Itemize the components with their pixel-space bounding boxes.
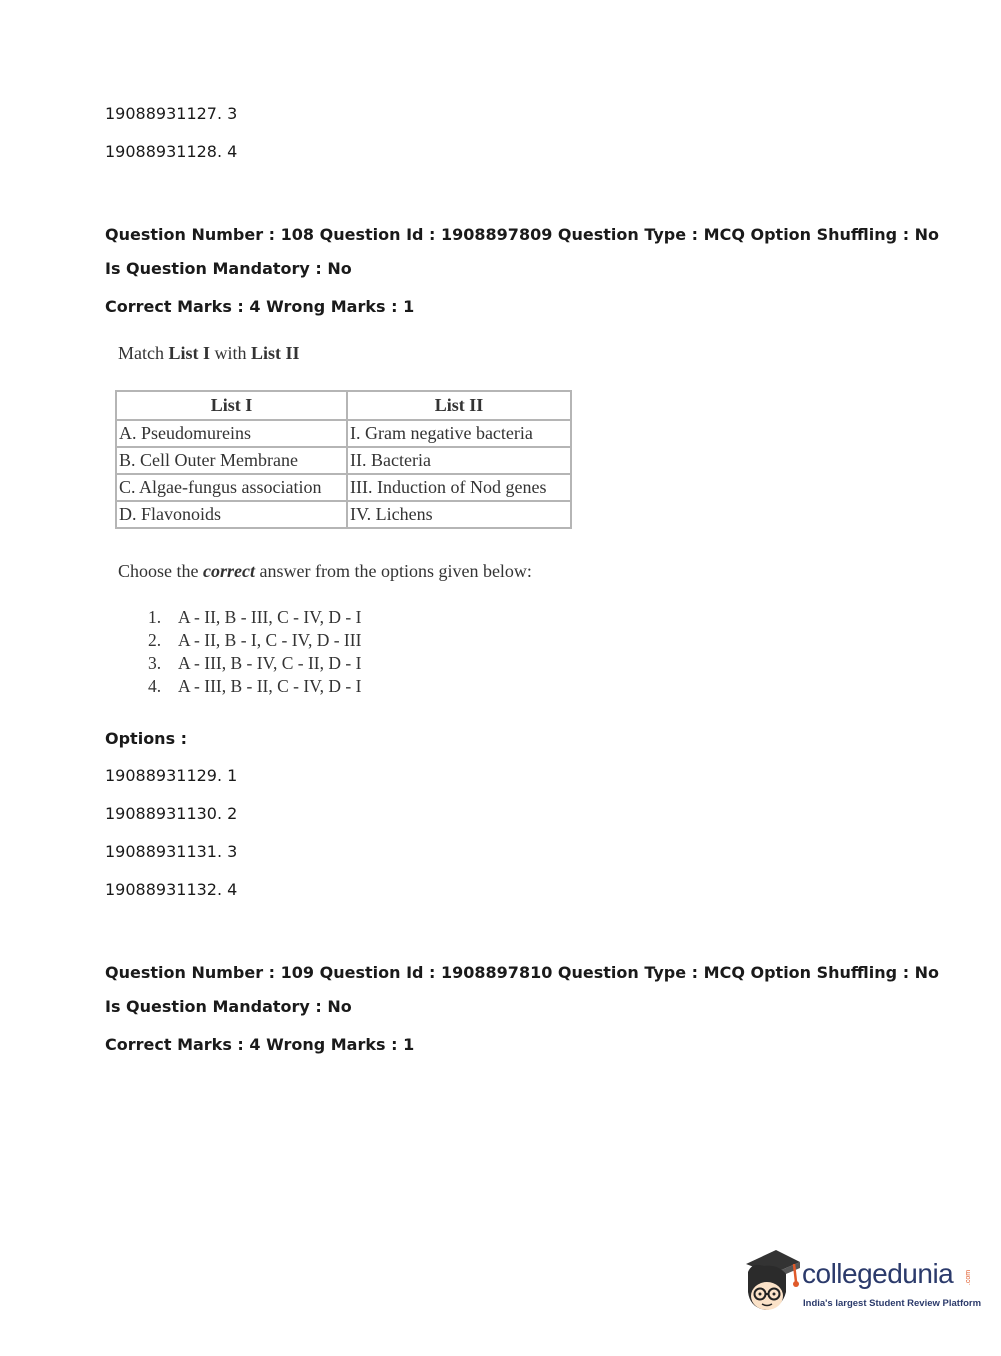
question-prompt: Match List I with List II bbox=[118, 343, 300, 363]
question-header: Question Number : 109 Question Id : 1908897810 Question Type : MCQ Option Shuffling : No bbox=[105, 963, 940, 982]
answer-choices bbox=[148, 606, 361, 698]
option-line: 19088931130. 2 bbox=[105, 804, 238, 823]
table-cell: A. Pseudomureins bbox=[116, 420, 347, 447]
table-cell: I. Gram negative bacteria bbox=[347, 420, 571, 447]
table-row bbox=[116, 474, 571, 501]
choose-instruction: Choose the correct answer from the options given below: bbox=[118, 561, 532, 581]
answer-choice: 4. A - III, B - II, C - IV, D - I bbox=[148, 676, 362, 696]
table-cell: III. Induction of Nod genes bbox=[347, 474, 571, 501]
option-line: 19088931127. 3 bbox=[105, 104, 238, 123]
table-header: List II bbox=[347, 391, 571, 420]
question-marks: Correct Marks : 4 Wrong Marks : 1 bbox=[105, 1035, 415, 1054]
table-cell: D. Flavonoids bbox=[116, 501, 347, 528]
question-marks: Correct Marks : 4 Wrong Marks : 1 bbox=[105, 297, 415, 316]
table-header: List I bbox=[116, 391, 347, 420]
question-header: Question Number : 108 Question Id : 1908897809 Question Type : MCQ Option Shuffling : No bbox=[105, 225, 940, 244]
question-mandatory: Is Question Mandatory : No bbox=[105, 997, 352, 1016]
option-line: 19088931128. 4 bbox=[105, 142, 238, 161]
table-row bbox=[116, 501, 571, 528]
question-mandatory: Is Question Mandatory : No bbox=[105, 259, 352, 278]
table-header-row bbox=[116, 391, 571, 420]
match-table bbox=[115, 390, 572, 529]
logo-tagline: India's largest Student Review Platform bbox=[803, 1298, 982, 1309]
table-row bbox=[116, 447, 571, 474]
table-cell: B. Cell Outer Membrane bbox=[116, 447, 347, 474]
table-row bbox=[116, 420, 571, 447]
mascot-icon bbox=[742, 1248, 802, 1318]
option-line: 19088931129. 1 bbox=[105, 766, 238, 785]
answer-choice: 3. A - III, B - IV, C - II, D - I bbox=[148, 653, 362, 673]
table-cell: C. Algae-fungus association bbox=[116, 474, 347, 501]
table-cell: II. Bacteria bbox=[347, 447, 571, 474]
options-label: Options : bbox=[105, 729, 188, 748]
logo-wordmark: collegedunia bbox=[802, 1258, 954, 1289]
logo-domain: .com bbox=[965, 1269, 973, 1286]
answer-choice: 1. A - II, B - III, C - IV, D - I bbox=[148, 607, 362, 627]
collegedunia-logo[interactable] bbox=[742, 1248, 982, 1320]
answer-choice: 2. A - II, B - I, C - IV, D - III bbox=[148, 630, 362, 650]
option-line: 19088931132. 4 bbox=[105, 880, 238, 899]
option-line: 19088931131. 3 bbox=[105, 842, 238, 861]
table-cell: IV. Lichens bbox=[347, 501, 571, 528]
